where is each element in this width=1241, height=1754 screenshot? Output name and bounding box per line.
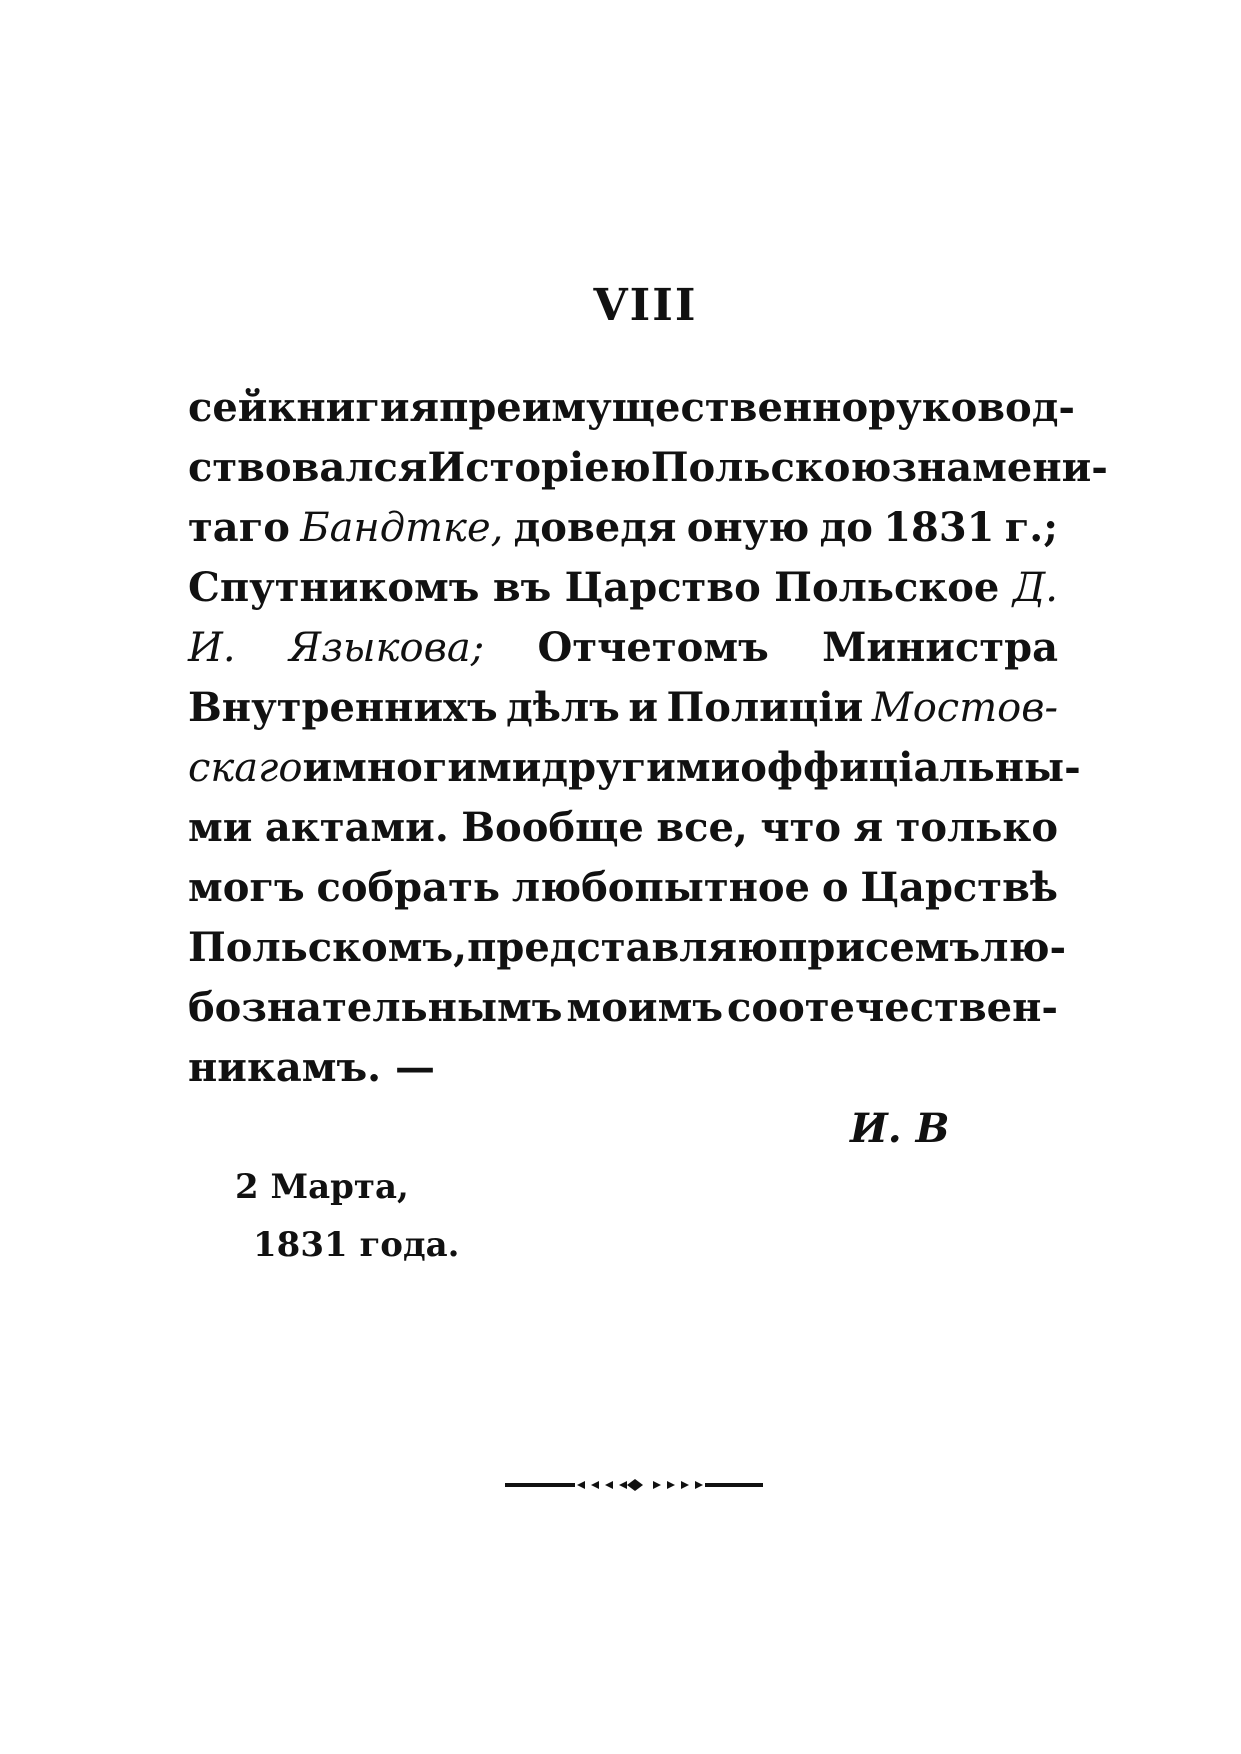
text-line-9: могъ собрать любопытное о Царствѣ	[188, 864, 1058, 911]
text-line-6: Внутреннихъ дѣлъ и Полицiи Мостов-	[188, 684, 1058, 731]
text-line-7: скаго и многими другими оффицiальны-	[188, 744, 1081, 791]
text-line-11: бознательнымъ моимъ соотечествен-	[188, 984, 1058, 1031]
signature: И. В	[850, 1105, 950, 1152]
date-year: 1831 года.	[253, 1225, 460, 1265]
page-number: VIII	[593, 280, 698, 331]
date-block	[235, 1158, 460, 1274]
text-line-10: Польскомъ, представляю при семъ лю-	[188, 924, 1067, 971]
tailpiece-ornament-icon	[505, 1475, 763, 1493]
text-line-3: таго Бандтке, доведя оную до 1831 г.;	[188, 498, 1058, 558]
body-text	[188, 378, 1108, 1098]
text-line-1	[188, 378, 1075, 438]
text-line-12: никамъ. —	[188, 1044, 436, 1091]
text-line-2: ствовался Исторiею Польскою знамени-	[188, 444, 1108, 491]
date-day-month: 2 Марта,	[235, 1167, 409, 1207]
line-1-words: сей книги я преимущественно руковод-	[188, 384, 1075, 431]
author-yazykov: Языкова;	[288, 625, 485, 671]
text-line-8: ми актами. Вообще все, что я только	[188, 804, 1058, 851]
text-line-5: И. Языкова; Отчетомъ Министра	[188, 618, 1058, 678]
text-line-4: Спутникомъ въ Царство Польское Д.	[188, 564, 1058, 611]
author-bandtke: Бандтке,	[300, 505, 504, 551]
